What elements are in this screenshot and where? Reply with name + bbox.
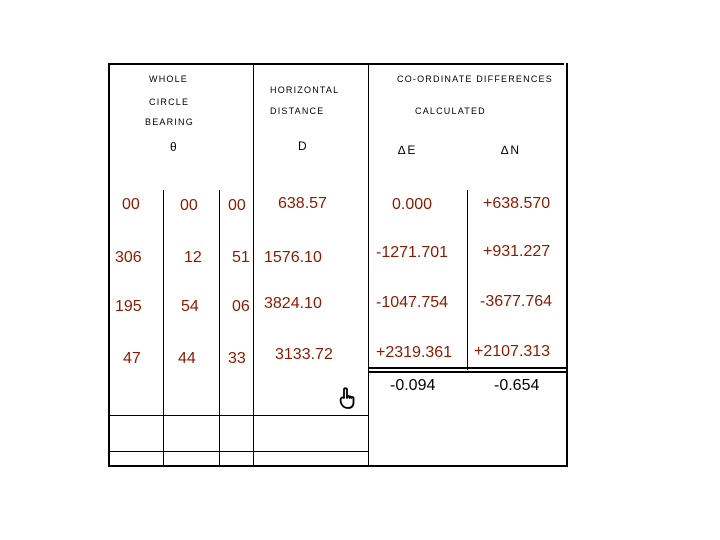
row-3-sec: 06 [232, 298, 250, 315]
hand-pointer-icon [338, 387, 356, 409]
sec-column-divider [219, 190, 220, 465]
row-3-distance: 3824.10 [264, 295, 322, 312]
row-1-deg: 00 [122, 196, 140, 213]
header-theta: θ [170, 140, 177, 154]
row-2-min: 12 [184, 249, 202, 266]
blank-row-line-1 [108, 415, 368, 416]
row-3-deg: 195 [115, 298, 142, 315]
header-whole: WHOLE [149, 74, 189, 84]
totals-double-rule-2 [368, 371, 566, 373]
de-dn-divider [467, 190, 468, 370]
header-coord-differences: CO-ORDINATE DIFFERENCES [397, 74, 553, 84]
row-2-sec: 51 [232, 249, 250, 266]
row-4-delta-n: +2107.313 [474, 343, 551, 360]
row-4-distance: 3133.72 [275, 346, 333, 363]
row-4-sec: 33 [228, 350, 246, 367]
table-left-border [108, 63, 110, 467]
total-delta-e: -0.094 [390, 377, 436, 394]
header-calculated: CALCULATED [415, 106, 486, 116]
totals-double-rule-1 [368, 367, 566, 369]
table-right-border [566, 63, 568, 467]
row-3-delta-e: -1047.754 [376, 294, 449, 311]
row-1-distance: 638.57 [278, 195, 327, 212]
row-1-delta-e: 0.000 [392, 196, 433, 213]
row-3-min: 54 [181, 298, 199, 315]
row-4-deg: 47 [123, 350, 141, 367]
header-d: D [298, 139, 307, 153]
total-delta-n: -0.654 [494, 377, 540, 394]
row-1-sec: 00 [228, 197, 246, 214]
header-delta-e: ∆E [398, 143, 418, 157]
bearing-column-divider [253, 65, 254, 465]
table-bottom-border [108, 465, 568, 467]
header-distance: DISTANCE [270, 106, 325, 116]
table-top-border [108, 63, 564, 65]
row-2-distance: 1576.10 [264, 249, 322, 266]
row-4-delta-e: +2319.361 [376, 344, 453, 361]
header-circle: CIRCLE [149, 97, 190, 107]
header-bearing: BEARING [145, 117, 194, 127]
header-delta-n: ∆N [501, 143, 522, 157]
header-horizontal: HORIZONTAL [270, 85, 340, 95]
row-1-min: 00 [180, 197, 198, 214]
row-2-delta-e: -1271.701 [376, 244, 449, 261]
row-4-min: 44 [178, 350, 196, 367]
row-3-delta-n: -3677.764 [480, 293, 553, 310]
row-2-delta-n: +931.227 [483, 243, 551, 260]
row-2-deg: 306 [115, 249, 142, 266]
blank-row-line-2 [108, 451, 368, 452]
min-column-divider [163, 190, 164, 465]
row-1-delta-n: +638.570 [483, 195, 551, 212]
coord-section-divider [368, 65, 369, 465]
